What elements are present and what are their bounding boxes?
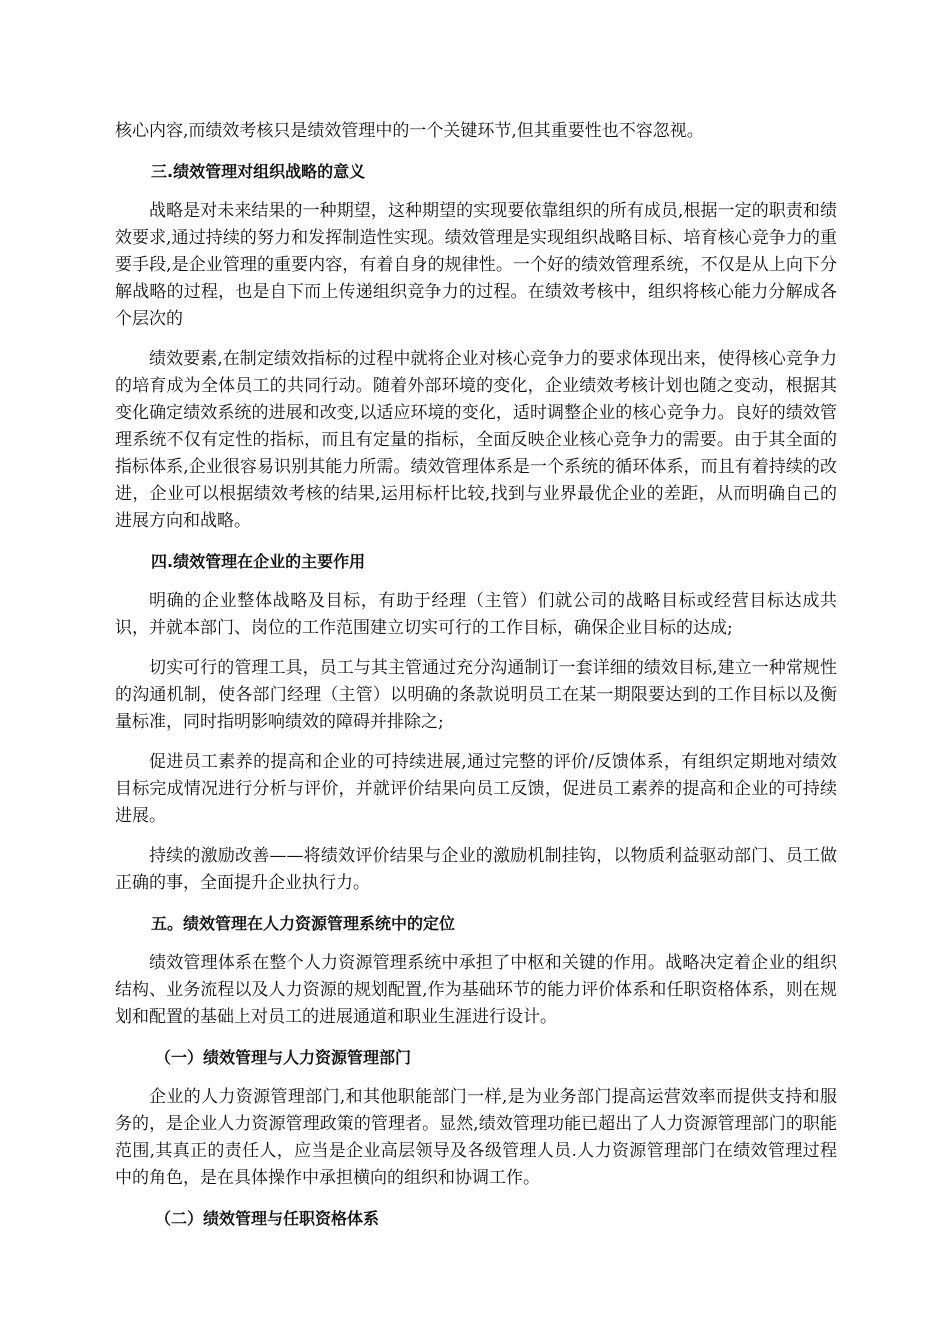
paragraph-hr-department: 企业的人力资源管理部门,和其他职能部门一样,是为业务部门提高运营效率而提供支持和服务的，是企业人力资源管理政策的管理者。显然,绩效管理功能已超出了人力资源管理部门的职能范围,其真正的责任人，应当是企业高层领导及各级管理人员.人力资源管理部门在绩效管理过程中的角色，是在具体操作中承担横向的组织和协调工作。 [115,1087,837,1188]
subsection-heading-2: （二）绩效管理与任职资格体系 [155,1209,380,1228]
paragraph-management-tool: 切实可行的管理工具，员工与其主管通过充分沟通制订一套详细的绩效目标,建立一种常规性的沟通机制，使各部门经理（主管）以明确的条款说明员工在某一期限要达到的工作目标以及衡量标准，同时指明影响绩效的障碍并排除之; [115,658,837,732]
paragraph-continuous-incentive: 持续的激励改善——将绩效评价结果与企业的激励机制挂钩，以物质利益驱动部门、员工做正确的事，全面提升企业执行力。 [115,846,837,893]
section-heading-3: 三.绩效管理对组织战略的意义 [151,162,366,181]
section-heading-5: 五。绩效管理在人力资源管理系统中的定位 [151,914,456,933]
paragraph-clear-strategy: 明确的企业整体战略及目标，有助于经理（主管）们就公司的战略目标或经营目标达成共识，并就本部门、岗位的工作范围建立切实可行的工作目标，确保企业目标的达成; [115,591,837,638]
subsection-heading-1: （一）绩效管理与人力资源管理部门 [155,1048,412,1067]
document-page [115,118,837,1245]
paragraph-strategy: 战略是对未来结果的一种期望，这种期望的实现要依靠组织的所有成员,根据一定的职责和绩效要求,通过持续的努力和发挥制造性实现。绩效管理是实现组织战略目标、培育核心竞争力的重要手段,是企业管理的重要内容，有着自身的规律性。一个好的绩效管理系统，不仅是从上向下分解战略的过程，也是自下而上传递组织竞争力的过程。在绩效考核中，组织将核心能力分解成各个层次的 [115,201,837,329]
paragraph-employee-quality: 促进员工素养的提高和企业的可持续进展,通过完整的评价/反馈体系，有组织定期地对绩效目标完成情况进行分析与评价，并就评价结果向员工反馈，促进员工素养的提高和企业的可持续进展。 [115,752,837,826]
paragraph-hr-system-role: 绩效管理体系在整个人力资源管理系统中承担了中枢和关键的作用。战略决定着企业的组织结构、业务流程以及人力资源的规划配置,作为基础环节的能力评价体系和任职资格体系，则在规划和配置的基础上对员工的进展通道和职业生涯进行设计。 [115,953,837,1027]
section-heading-4: 四.绩效管理在企业的主要作用 [151,552,366,571]
paragraph-performance-elements: 绩效要素,在制定绩效指标的过程中就将企业对核心竞争力的要求体现出来，使得核心竞争力的培育成为全体员工的共同行动。随着外部环境的变化，企业绩效考核计划也随之变动，根据其变化确定绩效系统的进展和改变,以适应环境的变化，适时调整企业的核心竞争力。良好的绩效管理系统不仅有定性的指标，而且有定量的指标，全面反映企业核心竞争力的需要。由于其全面的指标体系,企业很容易识别其能力所需。绩效管理体系是一个系统的循环体系，而且有着持续的改进，企业可以根据绩效考核的结果,运用标杆比较,找到与业界最优企业的差距，从而明确自己的进展方向和战略。 [115,349,837,531]
paragraph-continuation: 核心内容,而绩效考核只是绩效管理中的一个关键环节,但其重要性也不容忽视。 [115,121,704,141]
